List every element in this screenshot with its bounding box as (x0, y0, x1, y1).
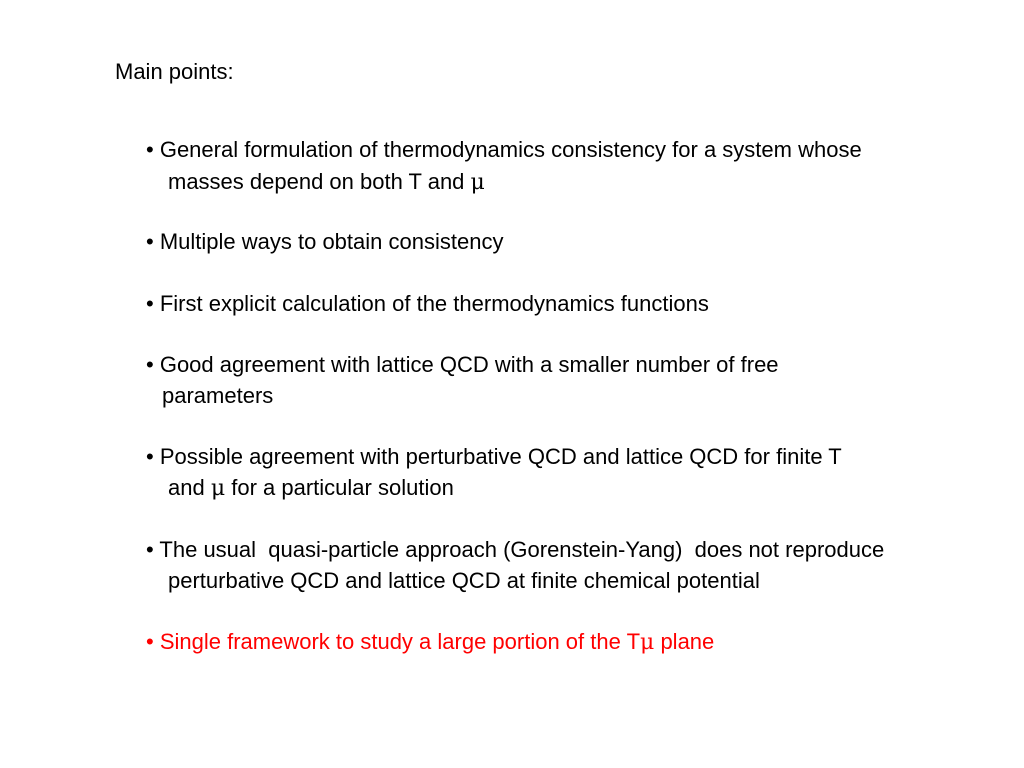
point-2-text: Multiple ways to obtain consistency (159, 229, 504, 254)
bullet-point-2 (146, 228, 503, 256)
bullet-point-6-line-2 (168, 567, 760, 595)
bullet-icon: • (146, 291, 154, 316)
mu-symbol: μ (470, 170, 485, 195)
bullet-point-7-highlight (146, 628, 714, 657)
point-5-text: Possible agreement with perturbative QCD and lattice QCD for finite T (159, 444, 842, 469)
bullet-point-5-line-1 (146, 443, 842, 471)
bullet-point-1-line-2 (168, 168, 485, 197)
mu-symbol: μ (640, 630, 655, 655)
bullet-icon: • (146, 444, 154, 469)
page-title: Main points: (115, 59, 234, 84)
point-7-text-post: plane (654, 629, 715, 654)
bullet-point-6-line-1 (146, 536, 884, 564)
point-6-text-cont: perturbative QCD and lattice QCD at finite chemical potential (168, 568, 760, 593)
bullet-icon: • (146, 229, 154, 254)
point-1-text: General formulation of thermodynamics consistency for a system whose (159, 137, 862, 162)
point-5-text-pre: and (168, 475, 211, 500)
bullet-icon: • (146, 629, 154, 654)
bullet-point-5-line-2 (168, 474, 454, 503)
point-7-text-pre: Single framework to study a large portion of the T (159, 629, 641, 654)
point-5-text-post: for a particular solution (225, 475, 454, 500)
bullet-point-4-line-2 (162, 382, 273, 410)
point-6-text: The usual quasi-particle approach (Gorenstein-Yang) does not reproduce (159, 537, 885, 562)
bullet-icon: • (146, 137, 154, 162)
mu-symbol: μ (210, 476, 226, 501)
bullet-point-1-line-1 (146, 136, 862, 164)
point-3-text: First explicit calculation of the thermodynamics functions (159, 291, 709, 316)
bullet-point-3 (146, 290, 709, 318)
point-4-text-cont: parameters (162, 383, 274, 408)
point-4-text: Good agreement with lattice QCD with a smaller number of free (159, 352, 779, 377)
point-1-text-cont: masses depend on both T and (168, 169, 471, 194)
bullet-icon: • (146, 352, 154, 377)
bullet-icon: • (146, 537, 154, 562)
bullet-point-4-line-1 (146, 351, 779, 379)
